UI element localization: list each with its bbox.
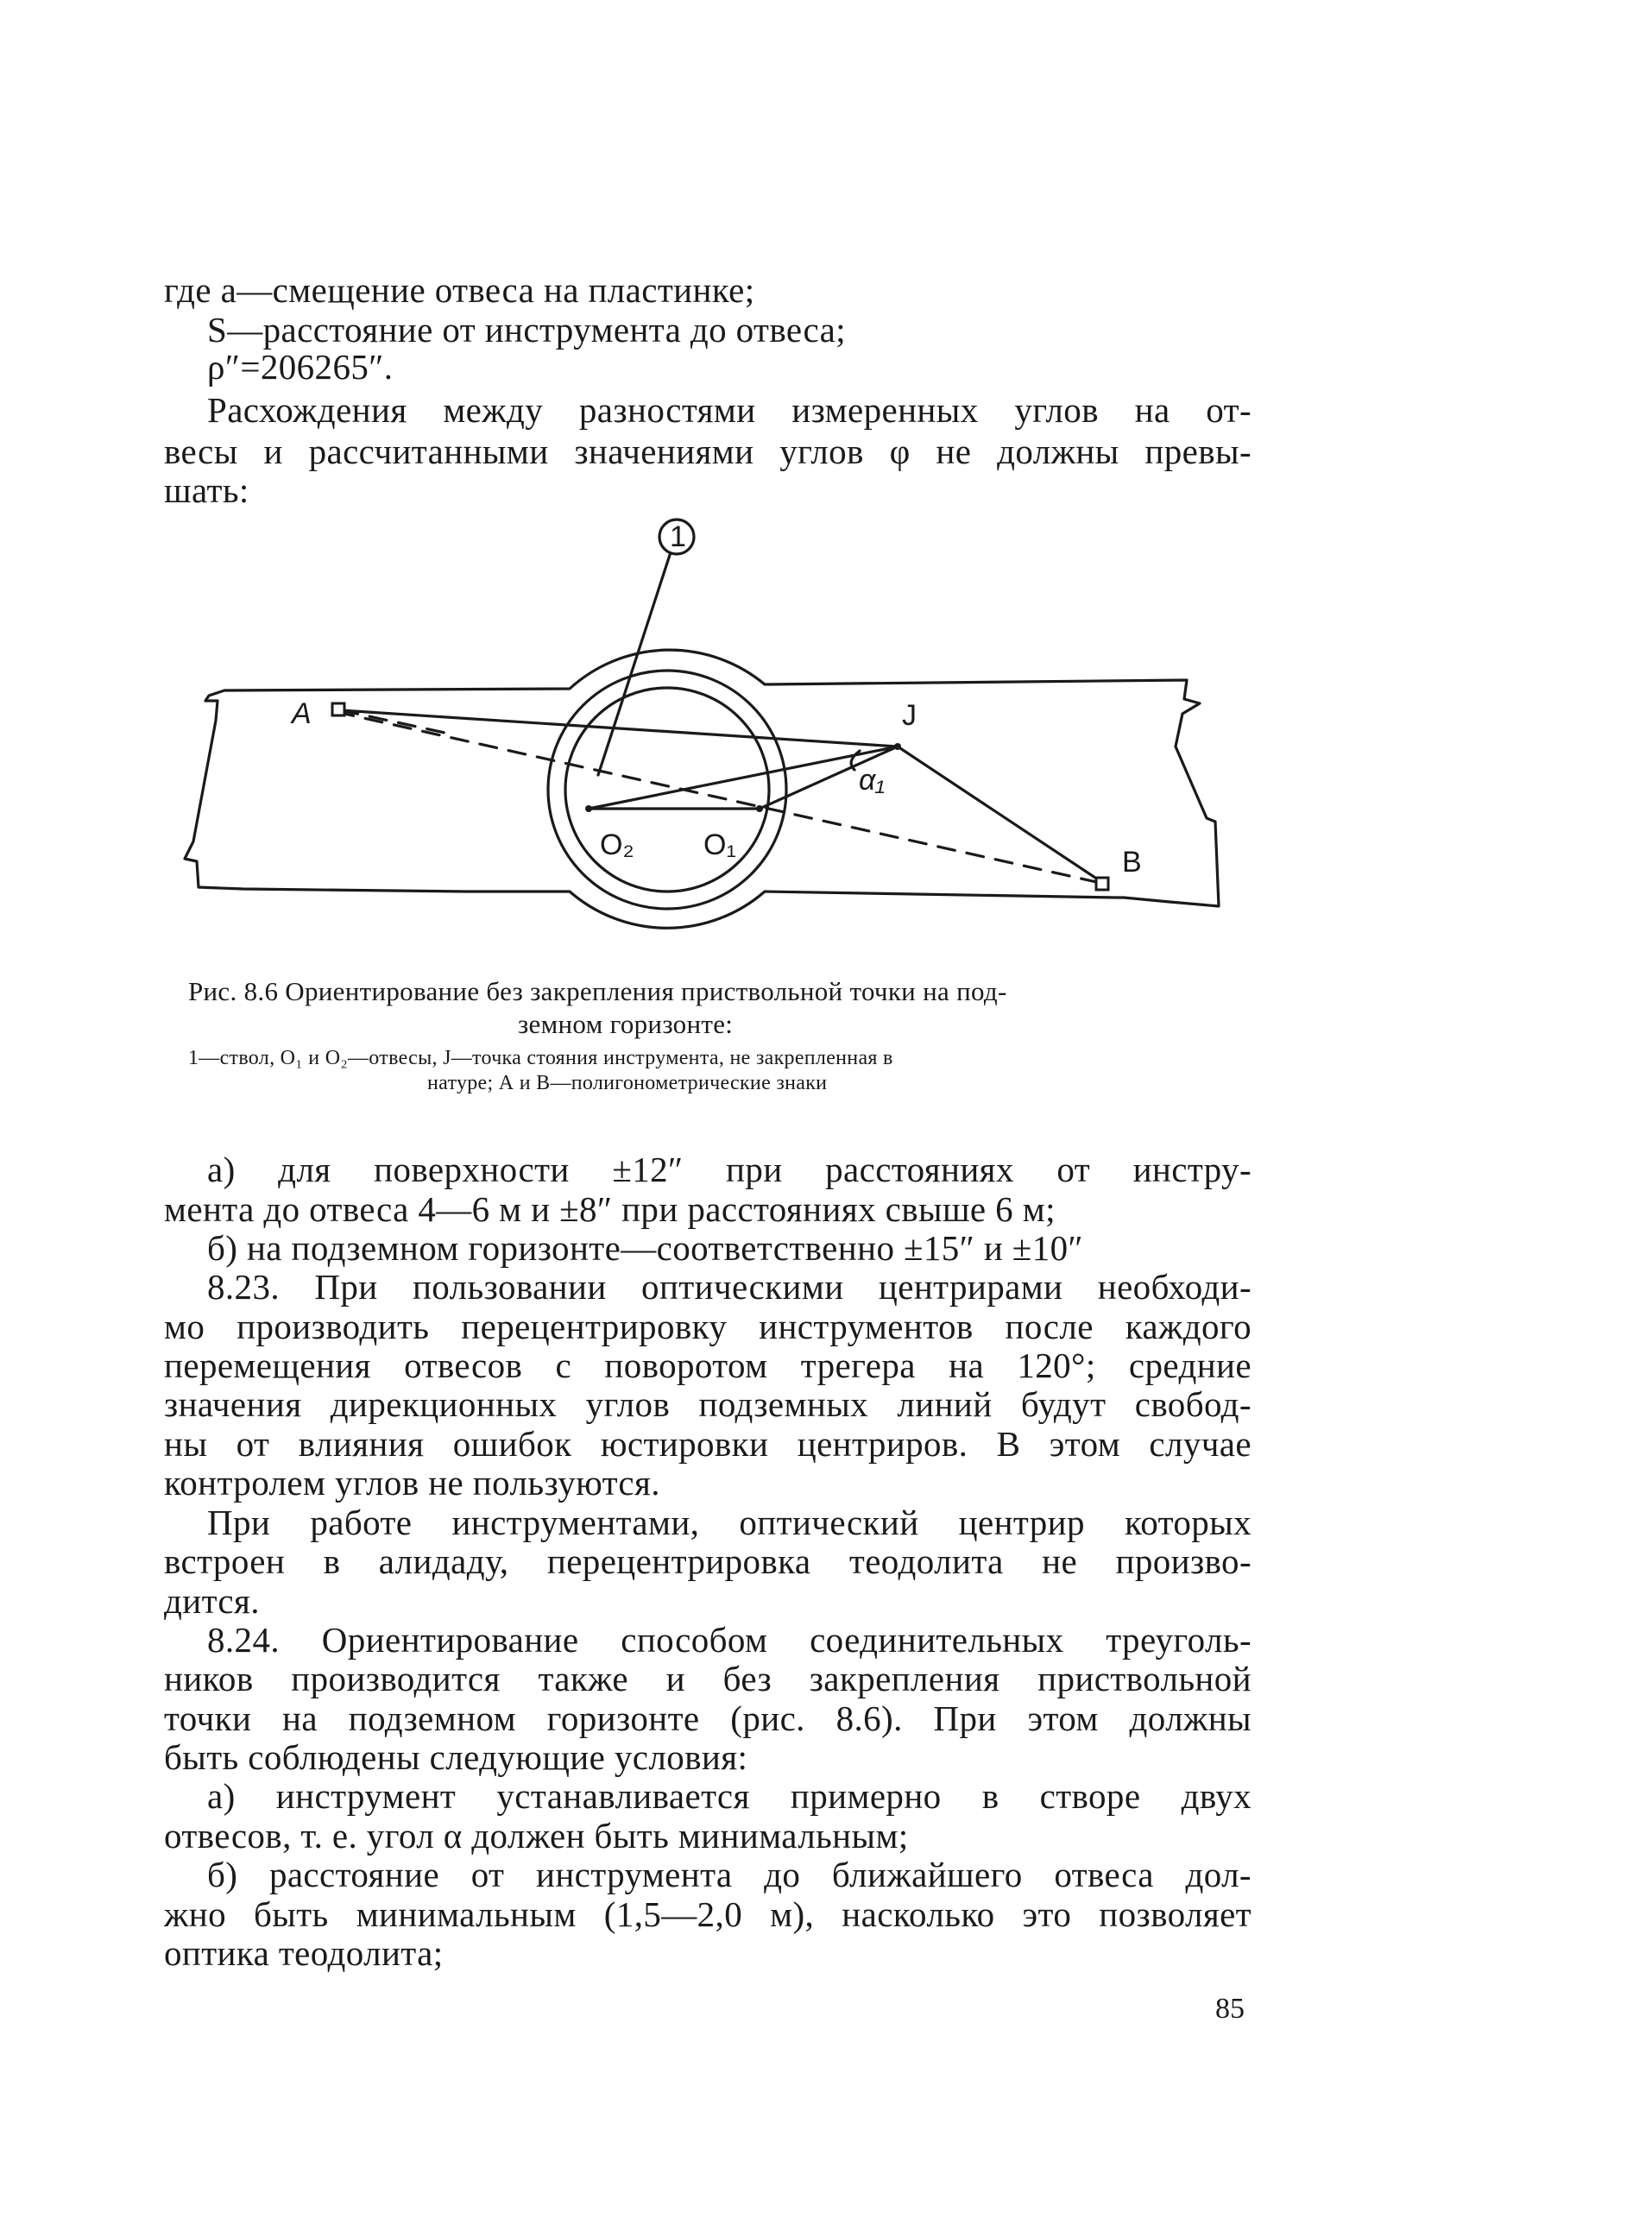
figure-caption-legend: натуре; А и В—полигонометрические знаки	[427, 1072, 828, 1094]
shaft-inner-ring	[565, 688, 769, 892]
plumb-o2	[585, 805, 592, 812]
instrument-point-j	[894, 743, 901, 750]
text-line: б) на подземном горизонте—соответственно ±15″ и ±10″	[207, 1228, 1083, 1268]
page-number: 85	[1215, 1993, 1245, 2025]
text-line: жно быть минимальным (1,5—2,0 м), насколько это позволяет	[164, 1894, 1252, 1934]
line-j-b	[898, 747, 1103, 883]
text-line: ны от влияния ошибок юстировки центриров. В этом случае	[164, 1424, 1252, 1464]
text-line: значения дирекционных углов подземных линий будут свобод-	[164, 1384, 1252, 1424]
label-o2: O₂	[600, 829, 634, 861]
figure-caption-legend: 1—ствол, O₁ и O₂—отвесы, J—точка стояния инструмента, не закрепленная в	[188, 1047, 893, 1069]
label-alpha: α₁	[859, 764, 886, 797]
text-line: быть соблюдены следующие условия:	[164, 1737, 748, 1777]
mark-b	[1096, 878, 1108, 890]
text-line: точки на подземном горизонте (рис. 8.6). При этом должны	[164, 1698, 1252, 1738]
label-a: А	[292, 697, 312, 730]
text-line: перемещения отвесов с поворотом трегера на 120°; средние	[164, 1345, 1252, 1385]
text-line: а) для поверхности ±12″ при расстояниях от инстру-	[207, 1150, 1252, 1189]
text-line: а) инструмент устанавливается примерно в створе двух	[207, 1776, 1252, 1816]
plumb-o1	[756, 805, 763, 812]
shaft-outer-ring	[548, 671, 786, 909]
text-line: где а—смещение отвеса на пластинке;	[164, 270, 755, 310]
shaft-label: 1	[670, 520, 686, 553]
text-line: мо производить перецентрировку инструментов после каждого	[164, 1307, 1252, 1346]
text-line: ников производится также и без закрепления приствольной	[164, 1659, 1252, 1698]
label-o1: O₁	[703, 829, 736, 861]
line-a-j	[341, 710, 898, 747]
text-line: контролем углов не пользуются.	[164, 1463, 660, 1503]
text-line: При работе инструментами, оптический центрир которых	[207, 1503, 1252, 1542]
text-line: Расхождения между разностями измеренных углов на от-	[207, 390, 1252, 430]
text-line: 8.24. Ориентирование способом соединительных треуголь-	[207, 1620, 1252, 1660]
text-line: дится.	[164, 1581, 260, 1621]
figure-caption-title: земном горизонте:	[518, 1009, 734, 1039]
label-j: J	[902, 699, 917, 732]
text-line: ρ″=206265″.	[207, 347, 394, 387]
text-line: б) расстояние от инструмента до ближайшего отвеса дол-	[207, 1855, 1252, 1894]
text-line: отвесов, т. е. угол α должен быть минимальным;	[164, 1816, 909, 1856]
text-line: весы и рассчитанными значениями углов φ не должны превы-	[164, 432, 1252, 471]
text-line: встроен в алидаду, перецентрировка теодолита не произво-	[164, 1541, 1252, 1581]
text-line: шать:	[164, 470, 249, 510]
text-line: мента до отвеса 4—6 м и ±8″ при расстояниях свыше 6 м;	[164, 1189, 1056, 1229]
text-line: оптика теодолита;	[164, 1933, 444, 1973]
label-b: В	[1122, 846, 1142, 879]
text-line: S—расстояние от инструмента до отвеса;	[207, 310, 846, 350]
figure-8-6	[164, 518, 1243, 949]
figure-caption-title: Рис. 8.6 Ориентирование без закрепления приствольной точки на под-	[188, 976, 1007, 1006]
text-line: 8.23. При пользовании оптическими центрирами необходи-	[207, 1267, 1252, 1307]
mark-a	[332, 703, 344, 715]
